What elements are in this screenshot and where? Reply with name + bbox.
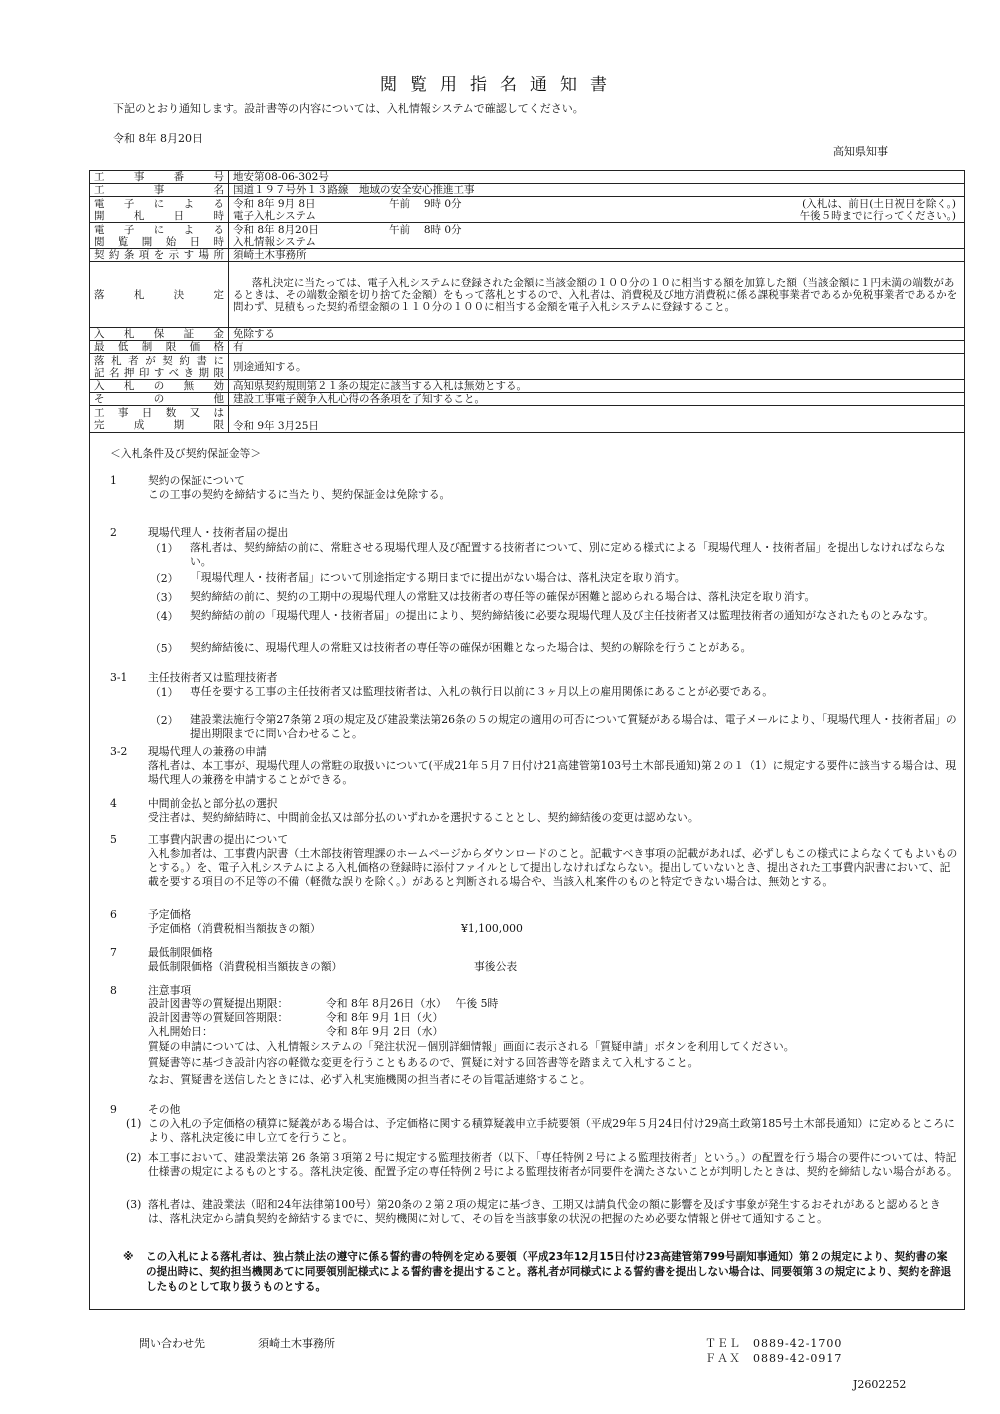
s7-number: 7 <box>110 946 117 959</box>
note-text: この入札による落札者は、独占禁止法の遵守に係る誓約書の特例を定める要領（平成23年12月15日付け23高建管第799号副知事通知）第２の規定により、契約書の案の提出時に、契約担当機関あてに同要領別記様式による誓約書を提出すること。落札者が同様式による誓約書を提出しない場合は、同要領第３の規定により、契約を辞退したものとして取り扱うものとする。 <box>146 1251 952 1293</box>
label-etsuran <box>90 223 229 249</box>
s7-title: 最低制限価格 <box>148 946 213 959</box>
kaisatsu-system: 電子入札システム <box>233 209 316 222</box>
etsuran-date: 令和 8年 8月20日 <box>233 223 319 236</box>
s32-number: 3-2 <box>110 745 128 758</box>
label-etsuran-kaishi: 閲覧開始日時 <box>94 235 224 248</box>
s9-item3-text: 落札者は、建設業法（昭和24年法律第100号）第20条の２第２項の規定に基づき、工期又は請負代金の額に影響を及ぼす事象が発生するおそれがあると認めるときは、落札決定から請負契約を締結するまでに、契約機関に対して、その旨を当該事象の状況の把握のため必要な情報と併せて通知すること。 <box>148 1198 941 1225</box>
label-koji-mei: 工事名 <box>90 184 229 197</box>
s8-para1: 質疑の申請については、入札情報システムの「発注状況－個別詳細情報」画面に表示される「質疑申請」ボタンを利用してください。 <box>148 1040 795 1053</box>
s1-title: 契約の保証について <box>148 474 245 487</box>
value-koji-bango: 地安第08-06-302号 <box>229 171 965 184</box>
footer-tel: ＴＥＬ 0889-42-1700 <box>705 1337 843 1350</box>
kaisatsu-note2: 午後５時までに行ってください。) <box>799 209 956 222</box>
s9-item3-number: (3) <box>126 1198 142 1211</box>
s8-value2: 令和 8年 9月 1日（火） <box>326 1011 444 1024</box>
s5-title: 工事費内訳書の提出について <box>148 833 289 846</box>
s2-item4-text: 契約締結の前の「現場代理人・技術者届」の提出により、契約締結後に必要な現場代理人及び主任技術者又は監理技術者の通知がなされたものとみなす。 <box>190 609 935 622</box>
etsuran-system: 入札情報システム <box>233 235 316 248</box>
s5-number: 5 <box>110 833 117 846</box>
label-sonota: その他 <box>90 393 229 406</box>
s9-title: その他 <box>148 1103 181 1116</box>
label-denshi-1: 電子による <box>94 197 224 210</box>
s2-item3-number: （3） <box>150 591 179 604</box>
s2-item1-text: 落札者は、契約締結の前に、常駐させる現場代理人及び配置する技術者について、別に定める様式による「現場代理人・技術者届」を提出しなければならない。 <box>190 541 946 568</box>
label-rakusatsu: 落札決定 <box>90 262 229 328</box>
info-table <box>89 170 965 433</box>
section-heading: ＜入札条件及び契約保証金等＞ <box>110 447 262 460</box>
label-nissu-2: 完成期限 <box>94 419 224 431</box>
label-keiyaku-basho: 契約条項を示す場所 <box>90 249 229 262</box>
s5-body: 入札参加者は、工事費内訳書（土木部技術管理課のホームページからダウンロードのこと。記載すべき事項の記載があれば、必ずしもこの様式によらなくてもよいものとする。）を、電子入札システムによる入札価格の登録時に添付ファイルとして提出しなければならない。提出していないとき、提出された工事費内訳書において、記載を要する項目の不足等の不備（軽微な誤りを除く。）があると判断される場合や、当該入札案件のものと特定できない場合は、無効とする。 <box>148 847 958 888</box>
s1-body: この工事の契約を締結するに当たり、契約保証金は免除する。 <box>148 488 451 501</box>
s6-number: 6 <box>110 908 117 921</box>
s8-label1: 設計図書等の質疑提出期限： <box>148 997 289 1010</box>
s31-item1-number: （1） <box>150 686 179 699</box>
s8-para3: なお、質疑書を送信したときには、必ず入札実施機関の担当者にその旨電話連絡すること。 <box>148 1073 591 1086</box>
document-title: 閲覧用指名通知書 <box>380 75 620 95</box>
value-hosho: 免除する <box>229 328 965 341</box>
value-rakusatsu: 落札決定に当たっては、電子入札システムに登録された金額に当該金額の１００分の１０に相当する額を加算した額（当該金額に１円未満の端数があるときは、その端数金額を切り捨てた金額）をもって落札とするので、入札者は、消費税及び地方消費税に係る課税事業者であるか免税事業者であるかを問わず、見積もった契約希望金額の１１０分の１００に相当する金額を電子入札システムに登録すること。 <box>229 262 965 328</box>
value-mukou: 高知県契約規則第２１条の規定に該当する入札は無効とする。 <box>229 380 965 393</box>
value-nissu: 令和 9年 3月25日 <box>229 406 965 433</box>
s8-number: 8 <box>110 984 117 997</box>
s4-number: 4 <box>110 797 117 810</box>
label-kimei-1: 落札者が契約書に <box>94 354 224 367</box>
label-kaisatsu-nichiji: 開札日時 <box>94 209 224 222</box>
notice-date: 令和 8年 8月20日 <box>113 132 203 145</box>
s4-title: 中間前金払と部分払の選択 <box>148 797 278 810</box>
s2-item3-text: 契約締結の前に、契約の工期中の現場代理人の常駐又は技術者の専任等の確保が困難と認められる場合は、落札決定を取り消す。 <box>190 590 816 603</box>
value-saitei: 有 <box>229 341 965 354</box>
value-koji-mei: 国道１９７号外１３路線 地域の安全安心推進工事 <box>229 184 965 197</box>
s9-item2-number: (2) <box>126 1151 142 1164</box>
label-kimei-2: 記名押印すべき期限 <box>94 366 224 379</box>
label-mukou: 入札の無効 <box>90 380 229 393</box>
s6-title: 予定価格 <box>148 908 192 921</box>
value-etsuran <box>229 223 965 249</box>
s7-label: 最低制限価格（消費税相当額抜きの額） <box>148 960 343 973</box>
s6-value: ¥1,100,000 <box>461 922 523 935</box>
label-kaisatsu <box>90 197 229 223</box>
document-code: J2602252 <box>853 1378 907 1391</box>
s9-number: 9 <box>110 1103 117 1116</box>
label-saitei: 最低制限価格 <box>90 341 229 354</box>
s8-value3: 令和 8年 9月 2日（水） <box>326 1025 444 1038</box>
s8-para2: 質疑書等に基づき設計内容の軽微な変更を行うこともあるので、質疑に対する回答書等を踏まえて入札すること。 <box>148 1056 699 1069</box>
label-kimei <box>90 354 229 380</box>
value-kaisatsu <box>229 197 965 223</box>
s31-item2-text: 建設業法施行令第27条第２項の規定及び建設業法第26条の５の規定の適用の可否について質疑がある場合は、電子メールにより、「現場代理人・技術者届」の提出期限までに問い合わせること。 <box>190 713 957 740</box>
value-keiyaku-basho: 須崎土木事務所 <box>229 249 965 262</box>
s2-item1-number: （1） <box>150 542 179 555</box>
s32-body: 落札者は、本工事が、現場代理人の常駐の取扱いについて(平成21年５月７日付け21高建管第103号土木部長通知)第２の１（1）に規定する要件に該当する場合は、現場代理人の兼務を申請することができる。 <box>148 759 957 786</box>
s31-item1-text: 専任を要する工事の主任技術者又は監理技術者は、入札の執行日以前に３ヶ月以上の雇用関係にあることが必要である。 <box>190 685 774 698</box>
s2-item2-number: （2） <box>150 572 179 585</box>
s8-title: 注意事項 <box>148 984 192 997</box>
label-nissu-1: 工事日数又は <box>94 407 224 419</box>
note-mark: ※ <box>123 1250 134 1263</box>
label-denshi-2: 電子による <box>94 223 224 236</box>
kaisatsu-note1: (入札は、前日(土日祝日を除く。) <box>802 197 956 210</box>
kaisatsu-date: 令和 8年 9月 8日 <box>233 197 316 210</box>
s32-title: 現場代理人の兼務の申請 <box>148 745 267 758</box>
footer-fax: ＦＡＸ 0889-42-0917 <box>705 1352 843 1365</box>
s2-item5-text: 契約締結後に、現場代理人の常駐又は技術者の専任等の確保が困難となった場合は、契約の解除を行うことがある。 <box>190 641 752 654</box>
label-nissu <box>90 406 229 433</box>
s31-title: 主任技術者又は監理技術者 <box>148 671 278 684</box>
s2-item5-number: （5） <box>150 642 179 655</box>
value-kimei: 別途通知する。 <box>229 354 965 380</box>
footer-inquiry-label: 問い合わせ先 <box>139 1337 205 1350</box>
s8-label2: 設計図書等の質疑回答期限： <box>148 1011 289 1024</box>
label-hosho: 入札保証金 <box>90 328 229 341</box>
issuer: 高知県知事 <box>833 145 888 158</box>
s4-body: 受注者は、契約締結時に、中間前金払又は部分払のいずれかを選択することとし、契約締結後の変更は認めない。 <box>148 811 699 824</box>
s1-number: 1 <box>110 474 117 487</box>
s8-label3: 入札開始日： <box>148 1025 213 1038</box>
s2-title: 現場代理人・技術者届の提出 <box>148 526 289 539</box>
s9-item1-text: この入札の予定価格の積算に疑義がある場合は、予定価格に関する積算疑義申立手続要領（平成29年５月24日付け29高土政第185号土木部長通知）に定めるところにより、落札決定後に申し立てを行うこと。 <box>148 1117 955 1144</box>
s2-item4-number: （4） <box>150 610 179 623</box>
s6-label: 予定価格（消費税相当額抜きの額） <box>148 922 321 935</box>
label-koji-bango: 工事番号 <box>90 171 229 184</box>
s2-item2-text: 「現場代理人・技術者届」について別途指定する期日までに提出がない場合は、落札決定を取り消す。 <box>190 571 686 584</box>
intro-text: 下記のとおり通知します。設計書等の内容については、入札情報システムで確認してください。 <box>113 102 584 115</box>
s9-item2-text: 本工事において、建設業法第 26 条第３項第２号に規定する監理技術者（以下、「専任特例２号による監理技術者」という。）の配置を行う場合の要件については、特記仕様書の規定によるものとする。落札決定後、配置予定の専任特例２号による監理技術者が同要件を満たさないことが判明したときは、契約を締結しない場合がある。 <box>148 1151 958 1178</box>
kaisatsu-time: 午前 9時 0分 <box>389 197 462 210</box>
s9-item1-number: (1) <box>126 1117 142 1130</box>
s31-item2-number: （2） <box>150 714 179 727</box>
s31-number: 3-1 <box>110 671 128 684</box>
s2-number: 2 <box>110 526 117 539</box>
value-sonota: 建設工事電子競争入札心得の各条項を了知すること。 <box>229 393 965 406</box>
footer-office: 須崎土木事務所 <box>258 1337 335 1350</box>
s7-value: 事後公表 <box>474 960 518 973</box>
s8-value1: 令和 8年 8月26日（水） 午後 5時 <box>326 997 499 1010</box>
etsuran-time: 午前 8時 0分 <box>389 223 462 236</box>
